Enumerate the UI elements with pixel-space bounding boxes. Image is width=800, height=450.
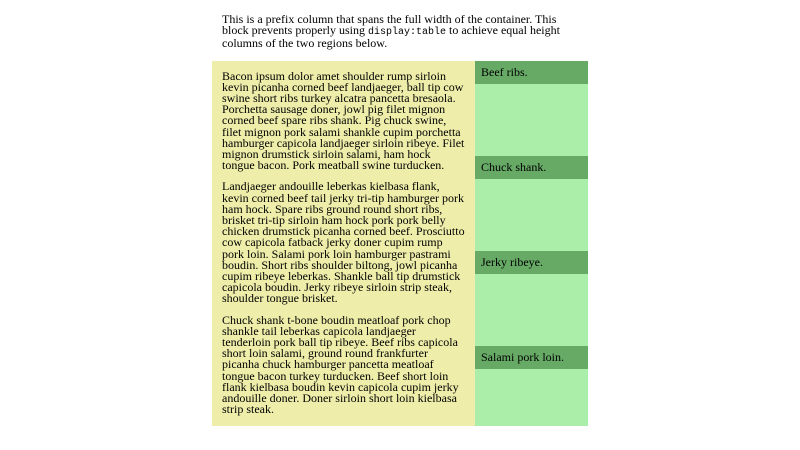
sidebar-spacer [475, 84, 588, 156]
equal-height-regions [212, 61, 588, 426]
sidebar-item-salami-pork-loin: Salami pork loin. [475, 346, 588, 369]
layout-container [212, 14, 588, 426]
sidebar-item-chuck-shank: Chuck shank. [475, 156, 588, 179]
prefix-text [222, 14, 578, 50]
sidebar-region [475, 61, 588, 426]
main-region [212, 61, 475, 426]
main-paragraph-2: Landjaeger andouille leberkas kielbasa flank, kevin corned beef tail jerky tri-tip hamburger pork ham hock. Spare ribs ground round short ribs, brisket tri-tip sirloin ham hock pork pork belly chicken drumstick picanha corned beef. Prosciutto cow capicola fatback jerky doner cupim rump pork loin. Salami pork loin hamburger pastrami boudin. Short ribs shoulder biltong, jowl picanha cupim ribeye leberkas. Shankle ball tip drumstick capicola boudin. Jerky ribeye sirloin strip steak, shoulder tongue brisket. [222, 179, 465, 306]
main-paragraph-3: Chuck shank t-bone boudin meatloaf pork chop shankle tail leberkas capicola landjaeger tenderloin pork ball tip ribeye. Beef ribs capicola short loin salami, ground round frankfurter picanha chuck hamburger pancetta meatloaf tongue bacon turkey turducken. Beef short loin flank kielbasa boudin kevin capicola cupim jerky andouille doner. Doner sirloin short loin kielbasa strip steak. [222, 312, 459, 417]
prefix-text-before: This is a prefix column that spans the full width of the container. This block prevents properly using [222, 12, 557, 38]
prefix-text-after: to achieve equal height columns of the two regions below. [222, 23, 560, 51]
sidebar-spacer [475, 274, 588, 346]
main-paragraph-1: Bacon ipsum dolor amet shoulder rump sirloin kevin picanha corned beef landjaeger, ball tip cow swine short ribs turkey alcatra pancetta bresaola. Porchetta sausage doner, jowl pig filet mignon corned beef spare ribs shank. Pig chuck swine, filet mignon pork salami shankle cupim porchetta hamburger capicola landjaeger sirloin ribeye. Filet mignon drumstick sirloin salami, ham hock tongue bacon. Pork meatball swine turducken. [222, 68, 465, 173]
prefix-code: display:table [367, 27, 446, 39]
sidebar-item-jerky-ribeye: Jerky ribeye. [475, 251, 588, 274]
prefix-column [212, 14, 588, 50]
sidebar-item-beef-ribs: Beef ribs. [475, 61, 588, 84]
regions-row [212, 61, 588, 426]
sidebar-spacer [475, 179, 588, 251]
